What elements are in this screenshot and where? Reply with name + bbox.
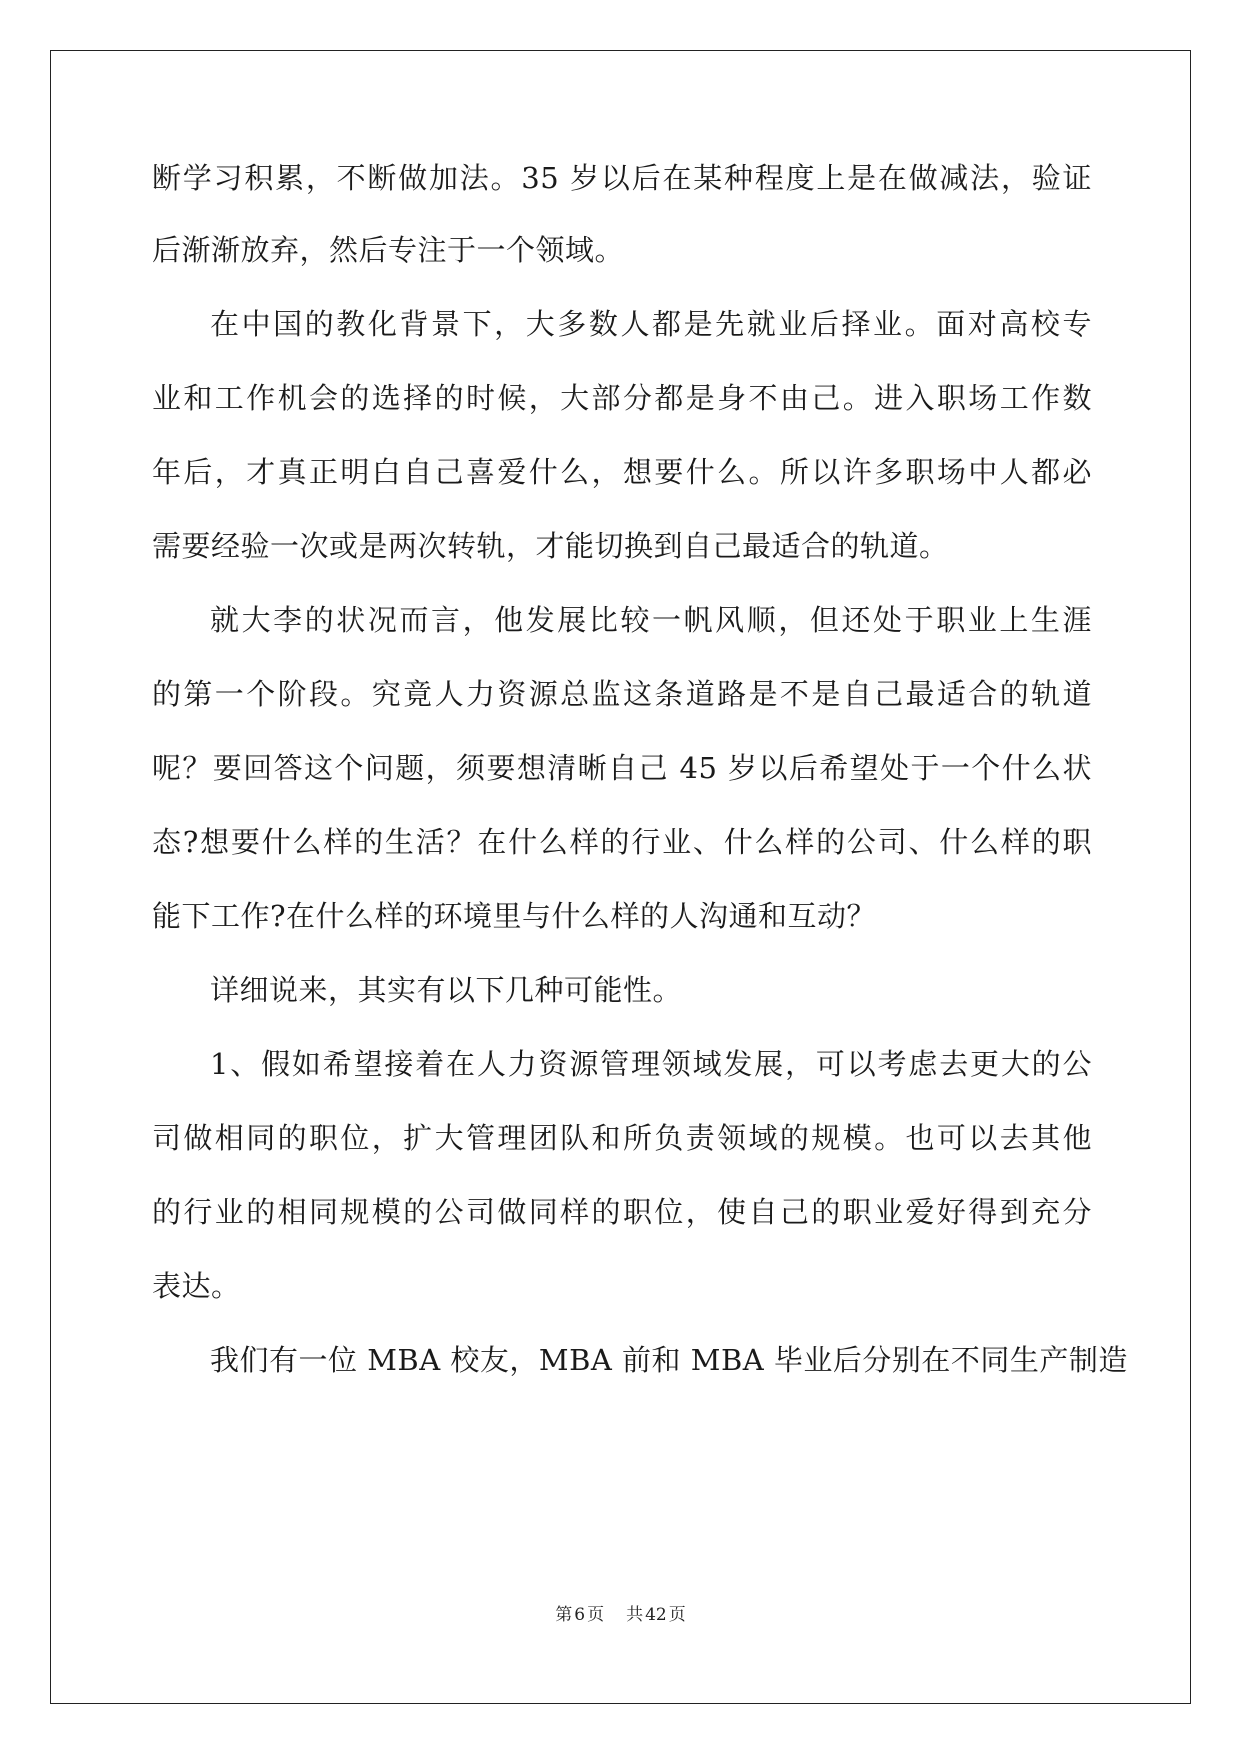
text-line: 年后，才真正明白自己喜爱什么，想要什么。所以许多职场中人都必 xyxy=(152,455,1092,489)
text-line: 的第一个阶段。究竟人力资源总监这条道路是不是自己最适合的轨道 xyxy=(152,677,1092,711)
paragraph-first-line: 1、假如希望接着在人力资源管理领域发展，可以考虑去更大的公 xyxy=(210,1047,1092,1081)
text-line: 态?想要什么样的生活？在什么样的行业、什么样的公司、什么样的职 xyxy=(152,825,1092,859)
page-prefix: 第 xyxy=(555,1605,573,1625)
text-line: 呢？要回答这个问题，须要想清晰自己 45 岁以后希望处于一个什么状 xyxy=(152,751,1092,785)
page-number: 6 xyxy=(574,1605,586,1625)
text-line: 司做相同的职位，扩大管理团队和所负责领域的规模。也可以去其他 xyxy=(152,1121,1092,1155)
total-suffix: 页 xyxy=(668,1605,686,1625)
page-border xyxy=(50,50,1191,1704)
paragraph-first-line: 就大李的状况而言，他发展比较一帆风顺，但还处于职业上生涯 xyxy=(210,603,1092,637)
total-pages: 42 xyxy=(645,1605,667,1625)
text-line: 后渐渐放弃，然后专注于一个领域。 xyxy=(152,233,625,267)
total-prefix: 共 xyxy=(626,1605,644,1625)
paragraph-first-line: 我们有一位 MBA 校友，MBA 前和 MBA 毕业后分别在不同生产制造 xyxy=(210,1343,1128,1377)
paragraph-first-line: 在中国的教化背景下，大多数人都是先就业后择业。面对高校专 xyxy=(210,307,1092,341)
text-line: 需要经验一次或是两次转轨，才能切换到自己最适合的轨道。 xyxy=(152,529,949,563)
page-footer xyxy=(0,1600,1241,1625)
text-line: 断学习积累，不断做加法。35 岁以后在某种程度上是在做减法，验证 xyxy=(152,161,1092,195)
text-line: 表达。 xyxy=(152,1269,241,1303)
paragraph-first-line: 详细说来，其实有以下几种可能性。 xyxy=(210,973,683,1007)
page-suffix: 页 xyxy=(587,1605,605,1625)
text-line: 的行业的相同规模的公司做同样的职位，使自己的职业爱好得到充分 xyxy=(152,1195,1092,1229)
text-line: 能下工作?在什么样的环境里与什么样的人沟通和互动？ xyxy=(152,899,877,933)
text-line: 业和工作机会的选择的时候，大部分都是身不由己。进入职场工作数 xyxy=(152,381,1092,415)
